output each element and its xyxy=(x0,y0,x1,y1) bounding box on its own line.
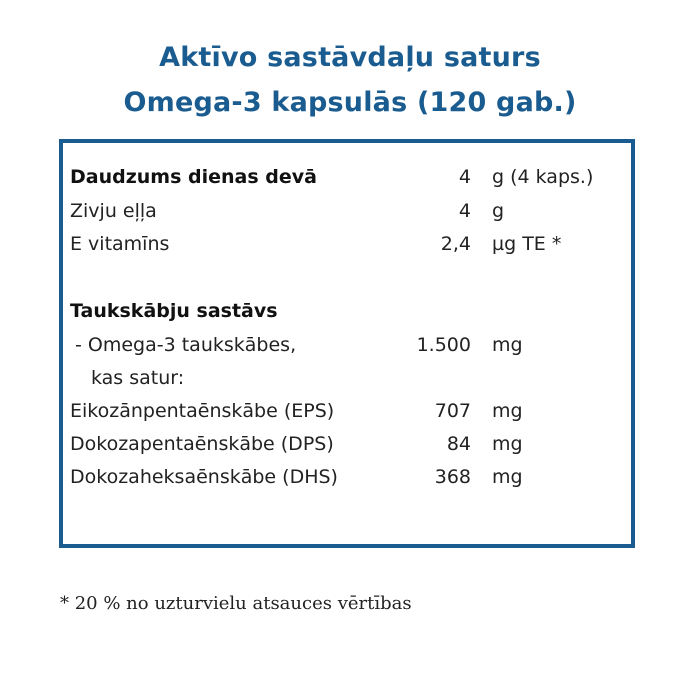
dps-unit: mg xyxy=(492,433,523,455)
omega3-sub-label: kas satur: xyxy=(91,367,185,389)
omega3-value: 1.500 xyxy=(416,334,471,356)
fatty-acids-header-row xyxy=(63,294,631,328)
footnote: * 20 % no uzturvielu atsauces vērtības xyxy=(60,593,412,614)
dps-row xyxy=(63,427,631,461)
vitamin-e-label: E vitamīns xyxy=(70,233,170,255)
fish-oil-row xyxy=(63,194,631,228)
omega3-label: - Omega-3 taukskābes, xyxy=(75,334,297,356)
dps-value: 84 xyxy=(446,433,471,455)
fish-oil-label: Zivju eļļa xyxy=(70,200,157,222)
eps-label: Eikozānpentaēnskābe (EPS) xyxy=(70,400,335,422)
dhs-unit: mg xyxy=(492,466,523,488)
eps-unit: mg xyxy=(492,400,523,422)
vitamin-e-value: 2,4 xyxy=(440,233,471,255)
eps-row xyxy=(63,394,631,428)
fatty-acids-header: Taukskābju sastāvs xyxy=(70,300,278,322)
fish-oil-unit: g xyxy=(492,200,505,222)
title-line-1: Aktīvo sastāvdaļu saturs xyxy=(159,42,541,73)
vitamin-e-row xyxy=(63,227,631,261)
vitamin-e-unit: µg TE * xyxy=(492,233,562,255)
omega3-sub-row xyxy=(63,361,631,395)
fish-oil-value: 4 xyxy=(458,200,471,222)
daily-dose-label: Daudzums dienas devā xyxy=(70,166,317,188)
eps-value: 707 xyxy=(434,400,471,422)
dhs-value: 368 xyxy=(434,466,471,488)
daily-dose-row xyxy=(63,160,631,194)
nutrition-panel xyxy=(59,139,635,548)
omega3-unit: mg xyxy=(492,334,523,356)
daily-dose-unit: g (4 kaps.) xyxy=(492,166,594,188)
omega3-row xyxy=(63,328,631,362)
dhs-row xyxy=(63,460,631,494)
title-line-2: Omega-3 kapsulās (120 gab.) xyxy=(123,87,577,118)
dps-label: Dokozapentaēnskābe (DPS) xyxy=(70,433,334,455)
daily-dose-value: 4 xyxy=(458,166,471,188)
dhs-label: Dokozaheksaēnskābe (DHS) xyxy=(70,466,338,488)
